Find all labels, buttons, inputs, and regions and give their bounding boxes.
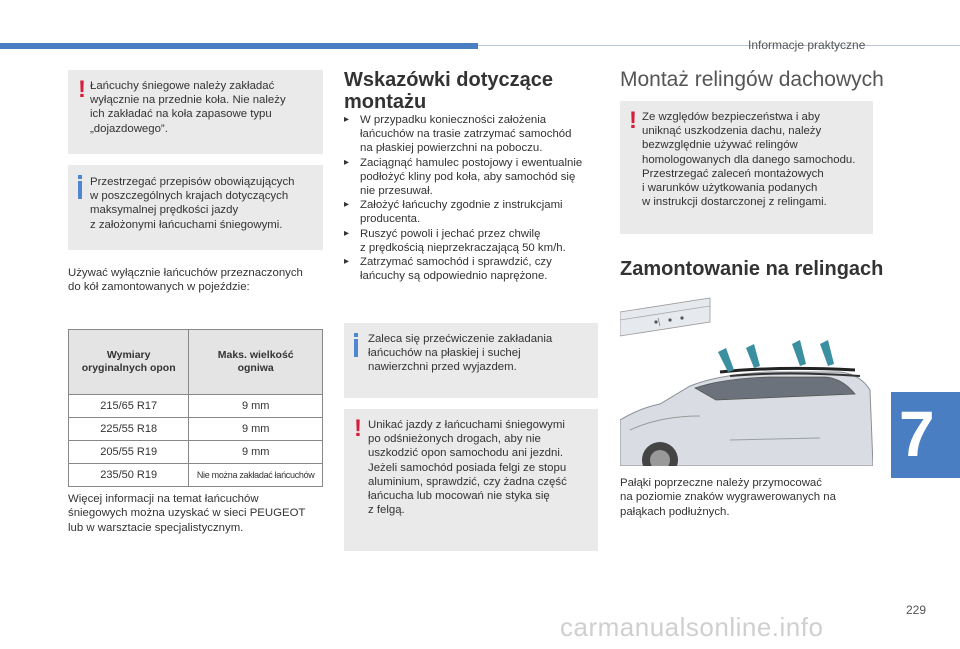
text-line: łańcuchy są odpowiednio naprężone. bbox=[360, 270, 548, 283]
info-box-practice bbox=[344, 323, 598, 398]
warning-line: „dojazdowego”. bbox=[90, 122, 168, 135]
mounting-on-rails-title: Zamontowanie na relingach bbox=[620, 258, 884, 280]
text-line: podłożyć kliny pod koła, aby samochód się bbox=[360, 170, 576, 183]
arrow-bullet-icon: ▸ bbox=[344, 114, 350, 125]
warning-line: i warunków użytkowania podanych bbox=[642, 182, 818, 195]
text-line: nie przesuwał. bbox=[360, 185, 433, 198]
table-row bbox=[69, 464, 323, 487]
title-line: montażu bbox=[344, 91, 427, 113]
warning-line: po odśnieżonych drogach, aby nie bbox=[368, 433, 541, 446]
text-line: śniegowych można uzyskać w sieci PEUGEOT bbox=[68, 507, 306, 520]
warning-line: bezwzględnie używać relingów bbox=[642, 139, 798, 152]
header-line: oryginalnych opon bbox=[81, 362, 176, 374]
roof-bars-title: Montaż relingów dachowych bbox=[620, 68, 884, 91]
info-line: łańcuchów na płaskiej i suchej bbox=[368, 347, 521, 360]
arrow-bullet-icon: ▸ bbox=[344, 156, 350, 168]
roof-bars-caption bbox=[620, 476, 880, 519]
text-line: W przypadku konieczności założenia bbox=[360, 114, 547, 126]
header-rule bbox=[478, 45, 960, 46]
text-line: do kół zamontowanych w pojeździe: bbox=[68, 281, 250, 294]
car-body-icon bbox=[620, 372, 873, 466]
table-cell: Nie można zakładać łańcuchów bbox=[189, 464, 323, 487]
table-cell: 205/55 R19 bbox=[69, 441, 189, 464]
table-cell: 215/65 R17 bbox=[69, 395, 189, 418]
car-roof-bars-illustration bbox=[620, 290, 873, 466]
paragraph-chains-usage bbox=[68, 266, 328, 295]
arrow-bullet-icon: ▸ bbox=[344, 256, 350, 268]
warning-icon: ! bbox=[78, 76, 86, 103]
text-line: na poziomie znaków wygrawerowanych na bbox=[620, 491, 836, 504]
info-line: maksymalnej prędkości jazdy bbox=[90, 204, 239, 217]
warning-icon: ! bbox=[354, 415, 362, 442]
mounting-steps-list bbox=[344, 113, 600, 283]
arrow-bullet-icon: ▸ bbox=[344, 199, 350, 211]
title-line: Wskazówki dotyczące bbox=[344, 69, 553, 91]
list-item bbox=[344, 255, 600, 283]
info-line: z założonymi łańcuchami śniegowymi. bbox=[90, 218, 283, 231]
list-item bbox=[344, 156, 600, 199]
table-row bbox=[69, 441, 323, 464]
info-line: Zaleca się przećwiczenie zakładania bbox=[368, 333, 553, 345]
warning-box-snow-chains bbox=[68, 70, 323, 154]
table-header-link-size bbox=[189, 330, 323, 395]
chapter-tab bbox=[891, 392, 960, 478]
text-line: lub w warsztacie specjalistycznym. bbox=[68, 521, 244, 534]
text-line: z prędkością nieprzekraczającą 50 km/h. bbox=[360, 241, 566, 254]
info-line: Przestrzegać przepisów obowiązujących bbox=[90, 176, 295, 188]
warning-line: homologowanych dla danego samochodu. bbox=[642, 153, 856, 166]
warning-line: z felgą. bbox=[368, 504, 405, 517]
info-icon bbox=[78, 181, 82, 199]
info-icon bbox=[354, 339, 358, 357]
info-line: w poszczególnych krajach dotyczących bbox=[90, 190, 289, 203]
list-item bbox=[344, 113, 600, 156]
list-item bbox=[344, 227, 600, 255]
warning-line: Przestrzegać zaleceń montażowych bbox=[642, 167, 824, 180]
text-line: Zaciągnąć hamulec postojowy i ewentualnie bbox=[360, 156, 583, 169]
table-cell: 9 mm bbox=[189, 441, 323, 464]
tyre-size-table bbox=[68, 329, 323, 487]
text-line: Założyć łańcuchy zgodnie z instrukcjami bbox=[360, 199, 563, 212]
warning-line: uniknąć uszkodzenia dachu, należy bbox=[642, 125, 822, 138]
warning-line: ich zakładać na koła zapasowe typu bbox=[90, 108, 272, 121]
warning-line: Ze względów bezpieczeństwa i aby bbox=[642, 111, 820, 123]
warning-icon: ! bbox=[629, 107, 637, 134]
warning-line: Unikać jazdy z łańcuchami śniegowymi bbox=[368, 419, 565, 431]
header-line: Maks. wielkość bbox=[217, 349, 294, 361]
paragraph-more-info bbox=[68, 492, 333, 535]
text-line: Używać wyłącznie łańcuchów przeznaczonych bbox=[68, 267, 303, 279]
list-item bbox=[344, 198, 600, 226]
table-cell: 235/50 R19 bbox=[69, 464, 189, 487]
text-line: Pałąki poprzeczne należy przymocować bbox=[620, 477, 822, 489]
warning-line: Łańcuchy śniegowe należy zakładać bbox=[90, 80, 275, 92]
text-line: pałąkach podłużnych. bbox=[620, 505, 730, 518]
watermark: carmanualsonline.info bbox=[560, 612, 824, 642]
table-cell: 225/55 R18 bbox=[69, 418, 189, 441]
text-line: Zatrzymać samochód i sprawdzić, czy bbox=[360, 256, 552, 269]
warning-box-roof-bars bbox=[620, 101, 873, 234]
table-header-row bbox=[69, 330, 323, 395]
text-line: Ruszyć powoli i jechać przez chwilę bbox=[360, 227, 541, 240]
warning-line: w instrukcji dostarczonej z relingami. bbox=[642, 196, 827, 209]
table-row bbox=[69, 395, 323, 418]
header-line: ogniwa bbox=[237, 362, 274, 374]
warning-line: aluminium, sprawdzić, czy żadna część bbox=[368, 475, 567, 488]
table-header-tyre-size bbox=[69, 330, 189, 395]
text-line: na płaskiej powierzchni na poboczu. bbox=[360, 142, 543, 155]
warning-line: uszkodzić opon samochodu ani jezdni. bbox=[368, 447, 564, 460]
text-line: łańcuchów na trasie zatrzymać samochód bbox=[360, 128, 572, 141]
chapter-number: 7 bbox=[899, 398, 935, 470]
page-number: 229 bbox=[906, 603, 927, 617]
arrow-bullet-icon: ▸ bbox=[344, 227, 350, 239]
warning-line: wyłącznie na przednie koła. Nie należy bbox=[90, 94, 286, 107]
mounting-tips-title bbox=[344, 69, 553, 113]
header-accent-bar bbox=[0, 43, 478, 49]
info-line: nawierzchni przed wyjazdem. bbox=[368, 361, 517, 374]
info-box-speed bbox=[68, 165, 323, 250]
header-line: Wymiary bbox=[106, 349, 151, 361]
text-line: Więcej informacji na temat łańcuchów bbox=[68, 493, 259, 505]
text-line: producenta. bbox=[360, 213, 421, 226]
table-row bbox=[69, 418, 323, 441]
rail-detail-icon bbox=[620, 298, 710, 336]
section-title: Informacje praktyczne bbox=[748, 38, 866, 52]
warning-line: łańcucha lub mocowań nie styka się bbox=[368, 490, 550, 503]
warning-box-cleared-roads bbox=[344, 409, 598, 551]
table-cell: 9 mm bbox=[189, 418, 323, 441]
table-cell: 9 mm bbox=[189, 395, 323, 418]
warning-line: Jeżeli samochód posiada felgi ze stopu bbox=[368, 461, 567, 474]
